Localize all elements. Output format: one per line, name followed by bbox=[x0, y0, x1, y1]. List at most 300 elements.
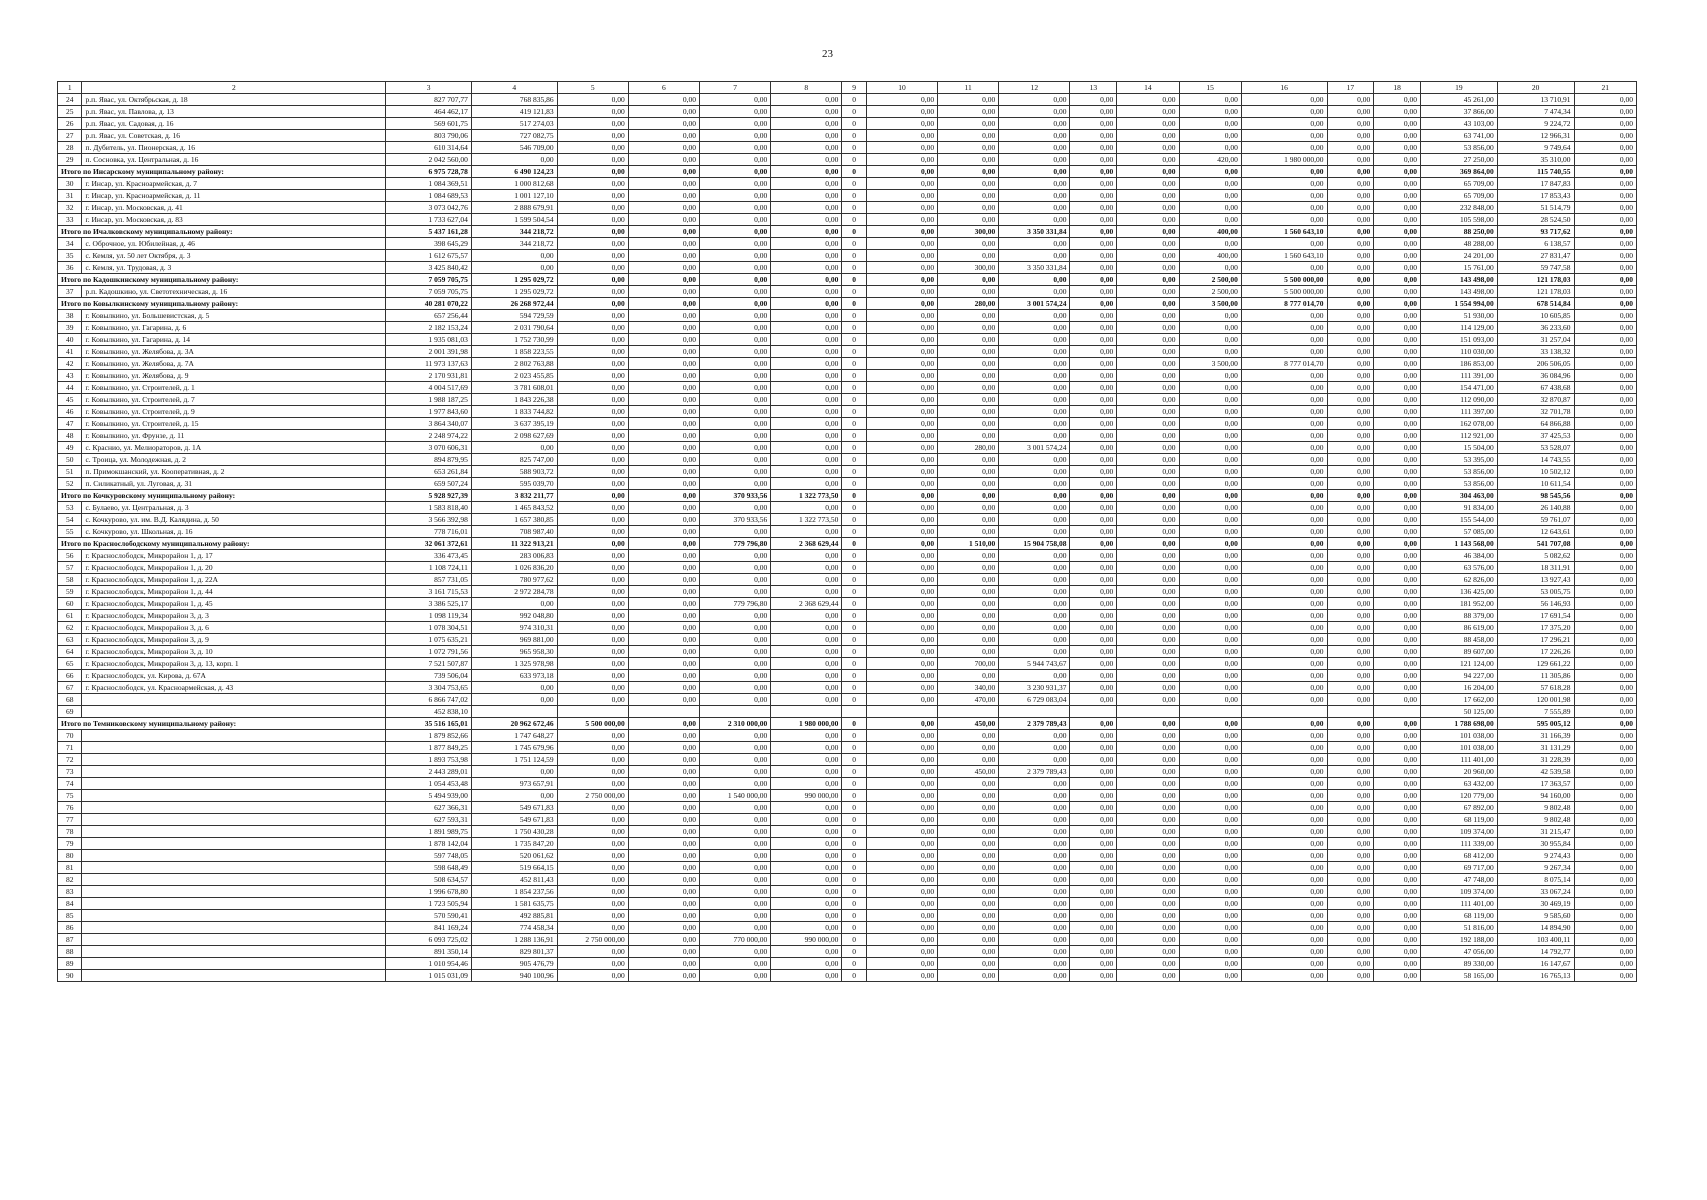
value-col-17: 0,00 bbox=[1327, 766, 1374, 778]
value-col-19: 109 374,00 bbox=[1420, 886, 1497, 898]
value-col-10: 0,00 bbox=[866, 646, 937, 658]
value-col-12: 0,00 bbox=[999, 346, 1070, 358]
value-col-12: 0,00 bbox=[999, 370, 1070, 382]
value-col-16: 0,00 bbox=[1241, 850, 1327, 862]
row-number: 75 bbox=[58, 790, 82, 802]
value-col-16: 0,00 bbox=[1241, 382, 1327, 394]
value-col-18: 0,00 bbox=[1374, 778, 1421, 790]
row-number: 73 bbox=[58, 766, 82, 778]
row-number: 74 bbox=[58, 778, 82, 790]
value-col-17: 0,00 bbox=[1327, 862, 1374, 874]
value-col-18: 0,00 bbox=[1374, 190, 1421, 202]
value-col-12: 0,00 bbox=[999, 106, 1070, 118]
building-address: г. Ковылкино, ул. Гагарина, д. 14 bbox=[82, 334, 386, 346]
table-row bbox=[58, 394, 1637, 406]
value-col-18: 0,00 bbox=[1374, 286, 1421, 298]
value-col-21: 0,00 bbox=[1574, 874, 1637, 886]
value-col-14: 0,00 bbox=[1117, 430, 1179, 442]
building-address bbox=[82, 946, 386, 958]
value-col-5: 0,00 bbox=[557, 322, 628, 334]
value-col-3: 778 716,01 bbox=[386, 526, 472, 538]
value-col-3: 827 707,77 bbox=[386, 94, 472, 106]
value-col-19: 120 779,00 bbox=[1420, 790, 1497, 802]
value-col-6: 0,00 bbox=[628, 454, 699, 466]
value-col-16: 1 560 643,10 bbox=[1241, 226, 1327, 238]
value-col-10: 0,00 bbox=[866, 430, 937, 442]
value-col-20: 9 749,64 bbox=[1497, 142, 1574, 154]
building-address: г. Ковылкино, ул. Фрунзе, д. 11 bbox=[82, 430, 386, 442]
value-col-21: 0,00 bbox=[1574, 910, 1637, 922]
value-col-10: 0,00 bbox=[866, 358, 937, 370]
row-number: 87 bbox=[58, 934, 82, 946]
value-col-10: 0,00 bbox=[866, 334, 937, 346]
value-col-14: 0,00 bbox=[1117, 826, 1179, 838]
value-col-11: 0,00 bbox=[938, 346, 999, 358]
value-col-4: 519 664,15 bbox=[471, 862, 557, 874]
row-number: 46 bbox=[58, 406, 82, 418]
value-col-7: 0,00 bbox=[700, 238, 771, 250]
value-col-20: 30 469,19 bbox=[1497, 898, 1574, 910]
value-col-10: 0,00 bbox=[866, 934, 937, 946]
table-row bbox=[58, 370, 1637, 382]
value-col-8: 0,00 bbox=[771, 94, 842, 106]
value-col-15: 0,00 bbox=[1179, 610, 1241, 622]
value-col-12: 0,00 bbox=[999, 550, 1070, 562]
value-col-12: 0,00 bbox=[999, 154, 1070, 166]
value-col-10: 0,00 bbox=[866, 526, 937, 538]
value-col-8: 0,00 bbox=[771, 382, 842, 394]
value-col-9: 0 bbox=[842, 826, 866, 838]
value-col-15: 0,00 bbox=[1179, 670, 1241, 682]
row-number: 60 bbox=[58, 598, 82, 610]
value-col-17: 0,00 bbox=[1327, 898, 1374, 910]
value-col-5: 0,00 bbox=[557, 598, 628, 610]
value-col-9: 0 bbox=[842, 682, 866, 694]
value-col-19: 1 788 698,00 bbox=[1420, 718, 1497, 730]
value-col-11 bbox=[938, 706, 999, 718]
value-col-13: 0,00 bbox=[1070, 718, 1117, 730]
value-col-21: 0,00 bbox=[1574, 130, 1637, 142]
column-number: 8 bbox=[771, 82, 842, 94]
table-row bbox=[58, 478, 1637, 490]
value-col-4: 594 729,59 bbox=[471, 310, 557, 322]
value-col-8: 0,00 bbox=[771, 634, 842, 646]
value-col-9: 0 bbox=[842, 790, 866, 802]
value-col-6: 0,00 bbox=[628, 202, 699, 214]
value-col-16: 0,00 bbox=[1241, 94, 1327, 106]
value-col-18: 0,00 bbox=[1374, 322, 1421, 334]
value-col-3: 3 304 753,65 bbox=[386, 682, 472, 694]
value-col-6: 0,00 bbox=[628, 850, 699, 862]
value-col-3: 803 790,06 bbox=[386, 130, 472, 142]
value-col-15: 0,00 bbox=[1179, 334, 1241, 346]
value-col-6: 0,00 bbox=[628, 118, 699, 130]
table-row bbox=[58, 430, 1637, 442]
value-col-20: 12 966,31 bbox=[1497, 130, 1574, 142]
row-number: 90 bbox=[58, 970, 82, 982]
value-col-21: 0,00 bbox=[1574, 766, 1637, 778]
value-col-12: 0,00 bbox=[999, 454, 1070, 466]
value-col-16: 0,00 bbox=[1241, 586, 1327, 598]
value-col-15: 0,00 bbox=[1179, 430, 1241, 442]
value-col-21: 0,00 bbox=[1574, 190, 1637, 202]
value-col-20: 31 131,29 bbox=[1497, 742, 1574, 754]
value-col-4: 20 962 672,46 bbox=[471, 718, 557, 730]
value-col-19: 181 952,00 bbox=[1420, 598, 1497, 610]
value-col-14: 0,00 bbox=[1117, 322, 1179, 334]
value-col-3: 597 748,05 bbox=[386, 850, 472, 862]
value-col-21: 0,00 bbox=[1574, 598, 1637, 610]
value-col-8: 1 322 773,50 bbox=[771, 514, 842, 526]
value-col-4: 1 026 836,20 bbox=[471, 562, 557, 574]
value-col-20: 10 605,85 bbox=[1497, 310, 1574, 322]
value-col-7: 0,00 bbox=[700, 478, 771, 490]
value-col-14: 0,00 bbox=[1117, 178, 1179, 190]
building-address: г. Инсар, ул. Московская, д. 41 bbox=[82, 202, 386, 214]
value-col-13: 0,00 bbox=[1070, 946, 1117, 958]
value-col-16: 0,00 bbox=[1241, 694, 1327, 706]
value-col-20: 53 005,75 bbox=[1497, 586, 1574, 598]
value-col-17: 0,00 bbox=[1327, 970, 1374, 982]
value-col-10: 0,00 bbox=[866, 718, 937, 730]
value-col-7: 0,00 bbox=[700, 358, 771, 370]
value-col-5: 0,00 bbox=[557, 370, 628, 382]
value-col-17: 0,00 bbox=[1327, 634, 1374, 646]
value-col-6: 0,00 bbox=[628, 610, 699, 622]
value-col-19: 48 288,00 bbox=[1420, 238, 1497, 250]
value-col-12: 0,00 bbox=[999, 526, 1070, 538]
value-col-5: 0,00 bbox=[557, 478, 628, 490]
value-col-14: 0,00 bbox=[1117, 898, 1179, 910]
table-row bbox=[58, 118, 1637, 130]
building-address: п. Силикатный, ул. Луговая, д. 31 bbox=[82, 478, 386, 490]
value-col-14: 0,00 bbox=[1117, 466, 1179, 478]
row-number: 49 bbox=[58, 442, 82, 454]
table-row bbox=[58, 250, 1637, 262]
value-col-12: 0,00 bbox=[999, 202, 1070, 214]
value-col-12: 0,00 bbox=[999, 730, 1070, 742]
value-col-10: 0,00 bbox=[866, 778, 937, 790]
value-col-15: 400,00 bbox=[1179, 226, 1241, 238]
value-col-11: 0,00 bbox=[938, 778, 999, 790]
building-address bbox=[82, 850, 386, 862]
building-address: г. Краснослободск, Микрорайон 3, д. 13, корп. 1 bbox=[82, 658, 386, 670]
value-col-11: 0,00 bbox=[938, 934, 999, 946]
value-col-20: 31 228,39 bbox=[1497, 754, 1574, 766]
value-col-18: 0,00 bbox=[1374, 586, 1421, 598]
value-col-10: 0,00 bbox=[866, 538, 937, 550]
value-col-9: 0 bbox=[842, 94, 866, 106]
value-col-15: 0,00 bbox=[1179, 838, 1241, 850]
value-col-16: 0,00 bbox=[1241, 658, 1327, 670]
value-col-5: 0,00 bbox=[557, 826, 628, 838]
value-col-5: 0,00 bbox=[557, 862, 628, 874]
value-col-14: 0,00 bbox=[1117, 442, 1179, 454]
value-col-14: 0,00 bbox=[1117, 214, 1179, 226]
value-col-5: 0,00 bbox=[557, 250, 628, 262]
value-col-14: 0,00 bbox=[1117, 766, 1179, 778]
value-col-3: 3 864 340,07 bbox=[386, 418, 472, 430]
value-col-21: 0,00 bbox=[1574, 694, 1637, 706]
value-col-12: 0,00 bbox=[999, 310, 1070, 322]
row-number: 61 bbox=[58, 610, 82, 622]
value-col-19: 67 892,00 bbox=[1420, 802, 1497, 814]
value-col-6: 0,00 bbox=[628, 346, 699, 358]
building-address: р.п. Кадошкино, ул. Светотехническая, д. 16 bbox=[82, 286, 386, 298]
building-address: г. Ковылкино, ул. Строителей, д. 15 bbox=[82, 418, 386, 430]
value-col-13: 0,00 bbox=[1070, 694, 1117, 706]
value-col-8: 0,00 bbox=[771, 754, 842, 766]
value-col-10: 0,00 bbox=[866, 454, 937, 466]
value-col-12: 0,00 bbox=[999, 922, 1070, 934]
value-col-5: 0,00 bbox=[557, 838, 628, 850]
value-col-13: 0,00 bbox=[1070, 802, 1117, 814]
value-col-6: 0,00 bbox=[628, 874, 699, 886]
value-col-3: 1 891 989,75 bbox=[386, 826, 472, 838]
value-col-7: 0,00 bbox=[700, 874, 771, 886]
value-col-12: 0,00 bbox=[999, 826, 1070, 838]
value-col-13: 0,00 bbox=[1070, 958, 1117, 970]
value-col-11: 0,00 bbox=[938, 358, 999, 370]
value-col-15: 0,00 bbox=[1179, 658, 1241, 670]
value-col-11: 0,00 bbox=[938, 838, 999, 850]
value-col-11: 450,00 bbox=[938, 766, 999, 778]
value-col-4: 1 657 380,85 bbox=[471, 514, 557, 526]
value-col-7: 0,00 bbox=[700, 118, 771, 130]
value-col-19: 15 761,00 bbox=[1420, 262, 1497, 274]
value-col-13: 0,00 bbox=[1070, 742, 1117, 754]
value-col-12: 3 001 574,24 bbox=[999, 442, 1070, 454]
value-col-4: 774 458,34 bbox=[471, 922, 557, 934]
value-col-16: 0,00 bbox=[1241, 814, 1327, 826]
value-col-11: 0,00 bbox=[938, 502, 999, 514]
value-col-9: 0 bbox=[842, 490, 866, 502]
value-col-20: 17 363,57 bbox=[1497, 778, 1574, 790]
value-col-9: 0 bbox=[842, 754, 866, 766]
value-col-12: 0,00 bbox=[999, 478, 1070, 490]
value-col-16: 0,00 bbox=[1241, 190, 1327, 202]
value-col-17: 0,00 bbox=[1327, 322, 1374, 334]
value-col-8: 0,00 bbox=[771, 406, 842, 418]
value-col-15: 2 500,00 bbox=[1179, 286, 1241, 298]
value-col-4: 969 881,00 bbox=[471, 634, 557, 646]
value-col-19: 151 093,00 bbox=[1420, 334, 1497, 346]
value-col-18: 0,00 bbox=[1374, 910, 1421, 922]
value-col-18: 0,00 bbox=[1374, 790, 1421, 802]
value-col-9: 0 bbox=[842, 130, 866, 142]
value-col-3: 2 182 153,24 bbox=[386, 322, 472, 334]
value-col-16: 0,00 bbox=[1241, 862, 1327, 874]
value-col-15: 0,00 bbox=[1179, 802, 1241, 814]
value-col-17: 0,00 bbox=[1327, 574, 1374, 586]
value-col-8: 0,00 bbox=[771, 730, 842, 742]
value-col-17: 0,00 bbox=[1327, 274, 1374, 286]
value-col-14: 0,00 bbox=[1117, 478, 1179, 490]
value-col-10: 0,00 bbox=[866, 958, 937, 970]
value-col-16: 1 560 643,10 bbox=[1241, 250, 1327, 262]
value-col-12: 5 944 743,67 bbox=[999, 658, 1070, 670]
value-col-5: 0,00 bbox=[557, 946, 628, 958]
value-col-9: 0 bbox=[842, 574, 866, 586]
value-col-5: 2 750 000,00 bbox=[557, 934, 628, 946]
value-col-7: 0,00 bbox=[700, 526, 771, 538]
value-col-12: 0,00 bbox=[999, 238, 1070, 250]
value-col-6: 0,00 bbox=[628, 226, 699, 238]
value-col-19: 112 921,00 bbox=[1420, 430, 1497, 442]
value-col-14: 0,00 bbox=[1117, 754, 1179, 766]
value-col-21: 0,00 bbox=[1574, 754, 1637, 766]
value-col-9: 0 bbox=[842, 334, 866, 346]
value-col-12: 0,00 bbox=[999, 850, 1070, 862]
value-col-4: 1 599 504,54 bbox=[471, 214, 557, 226]
value-col-16: 0,00 bbox=[1241, 718, 1327, 730]
value-col-15: 0,00 bbox=[1179, 106, 1241, 118]
value-col-8: 0,00 bbox=[771, 250, 842, 262]
value-col-15: 0,00 bbox=[1179, 586, 1241, 598]
value-col-8: 0,00 bbox=[771, 622, 842, 634]
value-col-16: 0,00 bbox=[1241, 826, 1327, 838]
value-col-21: 0,00 bbox=[1574, 478, 1637, 490]
value-col-21: 0,00 bbox=[1574, 370, 1637, 382]
value-col-10: 0,00 bbox=[866, 574, 937, 586]
value-col-12: 0,00 bbox=[999, 466, 1070, 478]
value-col-7: 2 310 000,00 bbox=[700, 718, 771, 730]
value-col-14: 0,00 bbox=[1117, 370, 1179, 382]
value-col-7: 0,00 bbox=[700, 622, 771, 634]
value-col-12: 0,00 bbox=[999, 646, 1070, 658]
row-number: 82 bbox=[58, 874, 82, 886]
value-col-4: 0,00 bbox=[471, 766, 557, 778]
value-col-10: 0,00 bbox=[866, 754, 937, 766]
value-col-14: 0,00 bbox=[1117, 286, 1179, 298]
value-col-5: 0,00 bbox=[557, 442, 628, 454]
building-address: р.п. Явас, ул. Октябрьская, д. 18 bbox=[82, 94, 386, 106]
value-col-14: 0,00 bbox=[1117, 418, 1179, 430]
value-col-14: 0,00 bbox=[1117, 550, 1179, 562]
value-col-18: 0,00 bbox=[1374, 478, 1421, 490]
value-col-14: 0,00 bbox=[1117, 142, 1179, 154]
value-col-17: 0,00 bbox=[1327, 358, 1374, 370]
value-col-21: 0,00 bbox=[1574, 358, 1637, 370]
value-col-6: 0,00 bbox=[628, 154, 699, 166]
value-col-4: 3 832 211,77 bbox=[471, 490, 557, 502]
value-col-5: 0,00 bbox=[557, 142, 628, 154]
value-col-15: 0,00 bbox=[1179, 190, 1241, 202]
value-col-7: 0,00 bbox=[700, 394, 771, 406]
value-col-18: 0,00 bbox=[1374, 838, 1421, 850]
value-col-4: 546 709,00 bbox=[471, 142, 557, 154]
value-col-11: 0,00 bbox=[938, 610, 999, 622]
building-address bbox=[82, 742, 386, 754]
value-col-13: 0,00 bbox=[1070, 454, 1117, 466]
value-col-21: 0,00 bbox=[1574, 790, 1637, 802]
building-address bbox=[82, 934, 386, 946]
value-col-9: 0 bbox=[842, 910, 866, 922]
value-col-17: 0,00 bbox=[1327, 682, 1374, 694]
value-col-9: 0 bbox=[842, 478, 866, 490]
value-col-20: 14 743,55 bbox=[1497, 454, 1574, 466]
value-col-14: 0,00 bbox=[1117, 958, 1179, 970]
value-col-21: 0,00 bbox=[1574, 706, 1637, 718]
value-col-21: 0,00 bbox=[1574, 214, 1637, 226]
value-col-15: 0,00 bbox=[1179, 946, 1241, 958]
value-col-12: 0,00 bbox=[999, 970, 1070, 982]
value-col-7: 0,00 bbox=[700, 946, 771, 958]
value-col-3: 1 996 678,80 bbox=[386, 886, 472, 898]
value-col-6: 0,00 bbox=[628, 598, 699, 610]
value-col-7: 0,00 bbox=[700, 286, 771, 298]
row-number: 29 bbox=[58, 154, 82, 166]
value-col-21: 0,00 bbox=[1574, 454, 1637, 466]
value-col-19: 43 103,00 bbox=[1420, 118, 1497, 130]
value-col-17: 0,00 bbox=[1327, 670, 1374, 682]
value-col-9: 0 bbox=[842, 526, 866, 538]
value-col-16: 0,00 bbox=[1241, 490, 1327, 502]
column-number: 5 bbox=[557, 82, 628, 94]
value-col-9: 0 bbox=[842, 634, 866, 646]
value-col-18: 0,00 bbox=[1374, 622, 1421, 634]
table-row bbox=[58, 778, 1637, 790]
table-row bbox=[58, 382, 1637, 394]
value-col-15: 0,00 bbox=[1179, 910, 1241, 922]
table-row bbox=[58, 574, 1637, 586]
value-col-3: 1 723 505,94 bbox=[386, 898, 472, 910]
value-col-12: 0,00 bbox=[999, 178, 1070, 190]
value-col-21: 0,00 bbox=[1574, 178, 1637, 190]
value-col-17: 0,00 bbox=[1327, 730, 1374, 742]
value-col-10: 0,00 bbox=[866, 598, 937, 610]
value-col-18: 0,00 bbox=[1374, 922, 1421, 934]
value-col-13: 0,00 bbox=[1070, 214, 1117, 226]
building-address bbox=[82, 754, 386, 766]
value-col-5: 0,00 bbox=[557, 382, 628, 394]
value-col-5: 0,00 bbox=[557, 130, 628, 142]
value-col-17: 0,00 bbox=[1327, 958, 1374, 970]
value-col-16: 0,00 bbox=[1241, 106, 1327, 118]
table-body bbox=[58, 82, 1637, 982]
value-col-19: 1 143 568,00 bbox=[1420, 538, 1497, 550]
value-col-8: 0,00 bbox=[771, 214, 842, 226]
value-col-21: 0,00 bbox=[1574, 574, 1637, 586]
value-col-18 bbox=[1374, 706, 1421, 718]
value-col-17: 0,00 bbox=[1327, 886, 1374, 898]
value-col-13: 0,00 bbox=[1070, 634, 1117, 646]
table-row bbox=[58, 454, 1637, 466]
building-address: г. Краснослободск, Микрорайон 1, д. 44 bbox=[82, 586, 386, 598]
value-col-7: 0,00 bbox=[700, 466, 771, 478]
value-col-10: 0,00 bbox=[866, 634, 937, 646]
value-col-6: 0,00 bbox=[628, 442, 699, 454]
value-col-6: 0,00 bbox=[628, 670, 699, 682]
value-col-19: 89 607,00 bbox=[1420, 646, 1497, 658]
value-col-6: 0,00 bbox=[628, 766, 699, 778]
value-col-19: 53 856,00 bbox=[1420, 142, 1497, 154]
value-col-15: 0,00 bbox=[1179, 850, 1241, 862]
page-number: 23 bbox=[822, 48, 833, 60]
value-col-11: 0,00 bbox=[938, 418, 999, 430]
value-col-15: 2 500,00 bbox=[1179, 274, 1241, 286]
value-col-5: 0,00 bbox=[557, 490, 628, 502]
value-col-18: 0,00 bbox=[1374, 250, 1421, 262]
value-col-7: 370 933,56 bbox=[700, 490, 771, 502]
value-col-20: 36 084,96 bbox=[1497, 370, 1574, 382]
value-col-5: 0,00 bbox=[557, 106, 628, 118]
value-col-14: 0,00 bbox=[1117, 694, 1179, 706]
value-col-8: 1 322 773,50 bbox=[771, 490, 842, 502]
row-number: 59 bbox=[58, 586, 82, 598]
value-col-17: 0,00 bbox=[1327, 442, 1374, 454]
district-total-row bbox=[58, 718, 1637, 730]
